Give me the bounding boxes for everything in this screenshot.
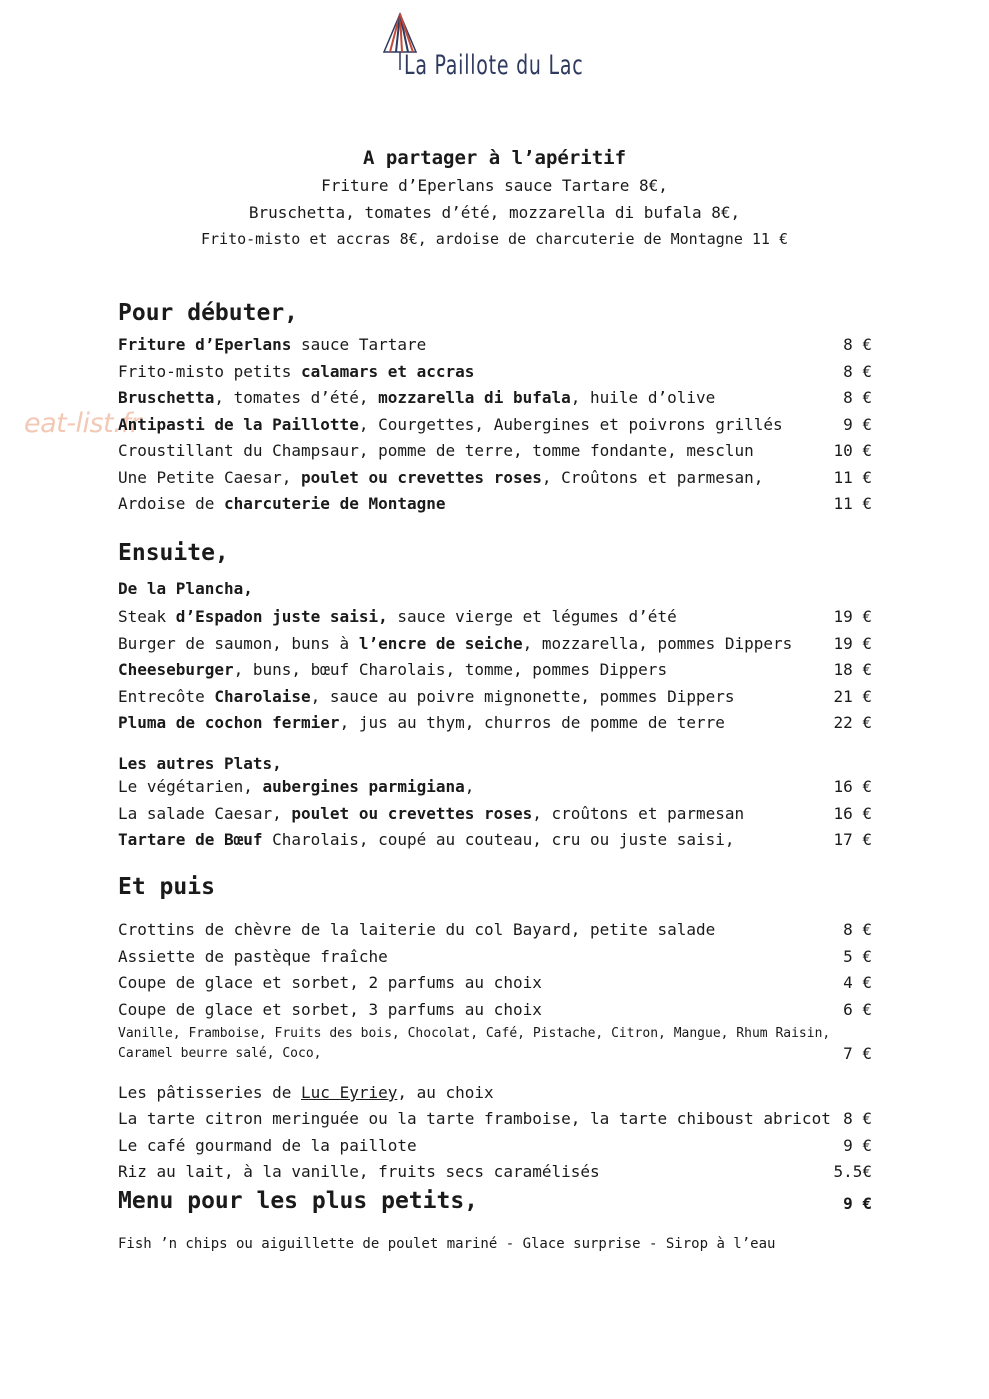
menu-item-price: 8 € (843, 1109, 872, 1128)
menu-item-price: 5.5€ (833, 1162, 872, 1181)
menu-item-desc: , (464, 777, 475, 796)
subsection-title-plancha: De la Plancha, (118, 579, 253, 598)
menu-item-highlight: poulet ou crevettes roses (301, 467, 542, 487)
menu-item-desc: , mozzarella, pommes Dippers (522, 633, 793, 653)
enfants-price: 9 € (843, 1194, 872, 1213)
subsection-title-autres: Les autres Plats, (118, 754, 282, 773)
menu-item (118, 657, 872, 683)
menu-item-desc: La salade Caesar, (118, 803, 292, 823)
menu-item-highlight: Antipasti de la Paillotte (118, 414, 359, 434)
menu-item-text (118, 944, 388, 970)
section-title-puis: Et puis (118, 874, 215, 900)
patisseries-post: , au choix (397, 1083, 494, 1102)
menu-item-highlight: Charolaise (214, 686, 311, 706)
menu-item-desc: Le végétarien, (118, 777, 263, 796)
menu-item-desc: Coupe de glace et sorbet, 2 parfums au choix (118, 973, 542, 992)
menu-item-price: 9 € (843, 1135, 872, 1155)
menu-item (118, 774, 872, 800)
logo-text: La Paillote du Lac (404, 50, 584, 81)
menu-item (118, 997, 872, 1023)
menu-item-desc: , jus au thym, churros de pomme de terre (339, 713, 725, 732)
menu-item-desc: Burger de saumon, buns à (118, 633, 359, 653)
menu-item (118, 684, 872, 710)
menu-item-text (118, 332, 426, 358)
aperitif-line: Frito-misto et accras 8€, ardoise de charcuterie de Montagne 11 € (201, 230, 788, 248)
menu-item (118, 710, 872, 736)
menu-item-desc: sauce Tartare (291, 335, 427, 354)
menu-item-desc: Entrecôte (118, 686, 215, 706)
menu-item-desc: Coupe de glace et sorbet, 3 parfums au choix (118, 999, 542, 1019)
menu-item-text (118, 438, 754, 464)
menu-item (118, 465, 872, 491)
menu-item-price: 19 € (833, 607, 872, 626)
menu-item (118, 801, 872, 827)
menu-item-text (118, 604, 677, 630)
menu-item-text (118, 465, 763, 491)
menu-item (118, 1159, 872, 1185)
menu-item (118, 1106, 872, 1132)
menu-item-desc: , tomates d’été, (214, 388, 379, 407)
menu-item-price: 9 € (843, 414, 872, 434)
menu-item (118, 438, 872, 464)
menu-item-price: 4 € (843, 973, 872, 992)
menu-item-highlight: d’Espadon juste saisi, (175, 607, 388, 626)
menu-item-price: 11 € (833, 467, 872, 487)
menu-item-desc: , croûtons et parmesan (532, 803, 745, 823)
menu-item-text (118, 657, 667, 683)
menu-item (118, 385, 872, 411)
menu-item-desc: , Croûtons et parmesan, (541, 467, 764, 487)
menu-item-price: 6 € (843, 999, 872, 1019)
menu-item-text (118, 801, 744, 827)
menu-item-desc: Ardoise de (118, 494, 224, 513)
menu-item-desc: Riz au lait, à la vanille, fruits secs caramélisés (118, 1162, 600, 1181)
patisseries-pre: Les pâtisseries de (118, 1083, 302, 1102)
menu-item-text (118, 684, 735, 710)
menu-item-text (118, 774, 474, 800)
menu-item-price: 21 € (833, 686, 872, 706)
menu-item-desc: sauce vierge et légumes d’été (387, 607, 677, 626)
menu-item-highlight: mozzarella di bufala (378, 388, 571, 407)
menu-item-text (118, 917, 715, 943)
menu-item-text (118, 710, 725, 736)
menu-item (118, 917, 872, 943)
menu-item-desc: Croustillant du Champsaur, pomme de terre, tomme fondante, mesclun (118, 441, 754, 460)
menu-item-price: 11 € (833, 494, 872, 513)
menu-item-price: 16 € (833, 777, 872, 796)
menu-item (118, 827, 872, 853)
parfums-text: Vanille, Framboise, Fruits des bois, Chocolat, Café, Pistache, Citron, Mangue, Rhum Raisin, (118, 1026, 831, 1041)
menu-item-price: 22 € (833, 713, 872, 732)
menu-item-text (118, 385, 715, 411)
menu-item-desc: Frito-misto petits (118, 361, 302, 381)
menu-item-text (118, 997, 542, 1023)
menu-item-highlight: aubergines parmigiana (262, 777, 465, 796)
menu-item-highlight: Bruschetta (118, 388, 215, 407)
patisseries-heading (118, 1080, 872, 1106)
section-title-enfants: Menu pour les plus petits, (118, 1188, 479, 1214)
menu-item-price: 19 € (833, 633, 872, 653)
menu-item-desc: Charolais, coupé au couteau, cru ou juste saisi, (262, 830, 735, 849)
menu-item-text (118, 359, 474, 385)
menu-item-price: 8 € (843, 388, 872, 407)
menu-item-desc: Assiette de pastèque fraîche (118, 946, 388, 966)
menu-item-highlight: charcuterie de Montagne (223, 494, 446, 513)
aperitif-title: A partager à l’apéritif (362, 147, 627, 169)
aperitif-line: Friture d’Eperlans sauce Tartare 8€, (321, 176, 668, 195)
menu-item-text (118, 412, 783, 438)
menu-item-price: 10 € (833, 441, 872, 460)
menu-item-highlight: Pluma de cochon fermier (118, 713, 340, 732)
menu-item (118, 359, 872, 385)
menu-item-highlight: poulet ou crevettes roses (291, 803, 533, 823)
parfums-line (118, 1044, 872, 1064)
menu-item-desc: Le café gourmand de la paillote (118, 1135, 417, 1155)
menu-item (118, 491, 872, 517)
menu-item-text (118, 631, 792, 657)
menu-item (118, 412, 872, 438)
menu-item (118, 604, 872, 630)
menu-item-highlight: l’encre de seiche (358, 633, 523, 653)
menu-item-price: 8 € (843, 361, 872, 381)
menu-item (118, 1133, 872, 1159)
menu-item-price: 18 € (833, 660, 872, 679)
aperitif-line: Bruschetta, tomates d’été, mozzarella di bufala 8€, (248, 203, 741, 222)
aperitif-section (0, 144, 989, 253)
menu-item-highlight: Tartare de Bœuf (118, 830, 263, 849)
menu-item-desc: , Courgettes, Aubergines et poivrons grillés (358, 414, 783, 434)
menu-item-price: 17 € (833, 830, 872, 849)
menu-item-highlight: calamars et accras (301, 361, 475, 381)
menu-item-text (118, 970, 542, 996)
menu-item-text (118, 1106, 831, 1132)
menu-item-highlight: Friture d’Eperlans (118, 335, 292, 354)
parfums-line (118, 1024, 872, 1044)
menu-item-price: 5 € (843, 946, 872, 966)
menu-item-text (118, 827, 735, 853)
parfums-price: 7 € (843, 1044, 872, 1063)
menu-item-desc: , huile d’olive (570, 388, 716, 407)
menu-item (118, 970, 872, 996)
patissier-name: Luc Eyriey (301, 1083, 398, 1102)
enfants-description: Fish ’n chips ou aiguillette de poulet mariné - Glace surprise - Sirop à l’eau (118, 1236, 776, 1252)
menu-item-desc: Crottins de chèvre de la laiterie du col Bayard, petite salade (118, 920, 716, 939)
menu-item-desc: , sauce au poivre mignonette, pommes Dippers (310, 686, 735, 706)
parfums-text: Caramel beurre salé, Coco, (118, 1046, 322, 1061)
menu-item (118, 332, 872, 358)
menu-item-text (118, 1159, 600, 1185)
menu-item-text (118, 491, 446, 517)
menu-item-desc: Steak (118, 607, 176, 626)
menu-item (118, 631, 872, 657)
menu-item-price: 16 € (833, 803, 872, 823)
menu-item-desc: , buns, bœuf Charolais, tomme, pommes Dippers (233, 660, 668, 679)
restaurant-logo (380, 12, 620, 87)
section-title-ensuite: Ensuite, (118, 540, 229, 566)
menu-item-highlight: Cheeseburger (118, 660, 234, 679)
menu-item-text (118, 1133, 417, 1159)
menu-item-desc: Une Petite Caesar, (118, 467, 302, 487)
menu-item-price: 8 € (843, 335, 872, 354)
watermark: eat-list.fr (24, 408, 141, 439)
menu-item-price: 8 € (843, 920, 872, 939)
section-title-debuter: Pour débuter, (118, 300, 299, 326)
menu-item (118, 944, 872, 970)
menu-item-desc: La tarte citron meringuée ou la tarte framboise, la tarte chiboust abricot (118, 1109, 831, 1128)
